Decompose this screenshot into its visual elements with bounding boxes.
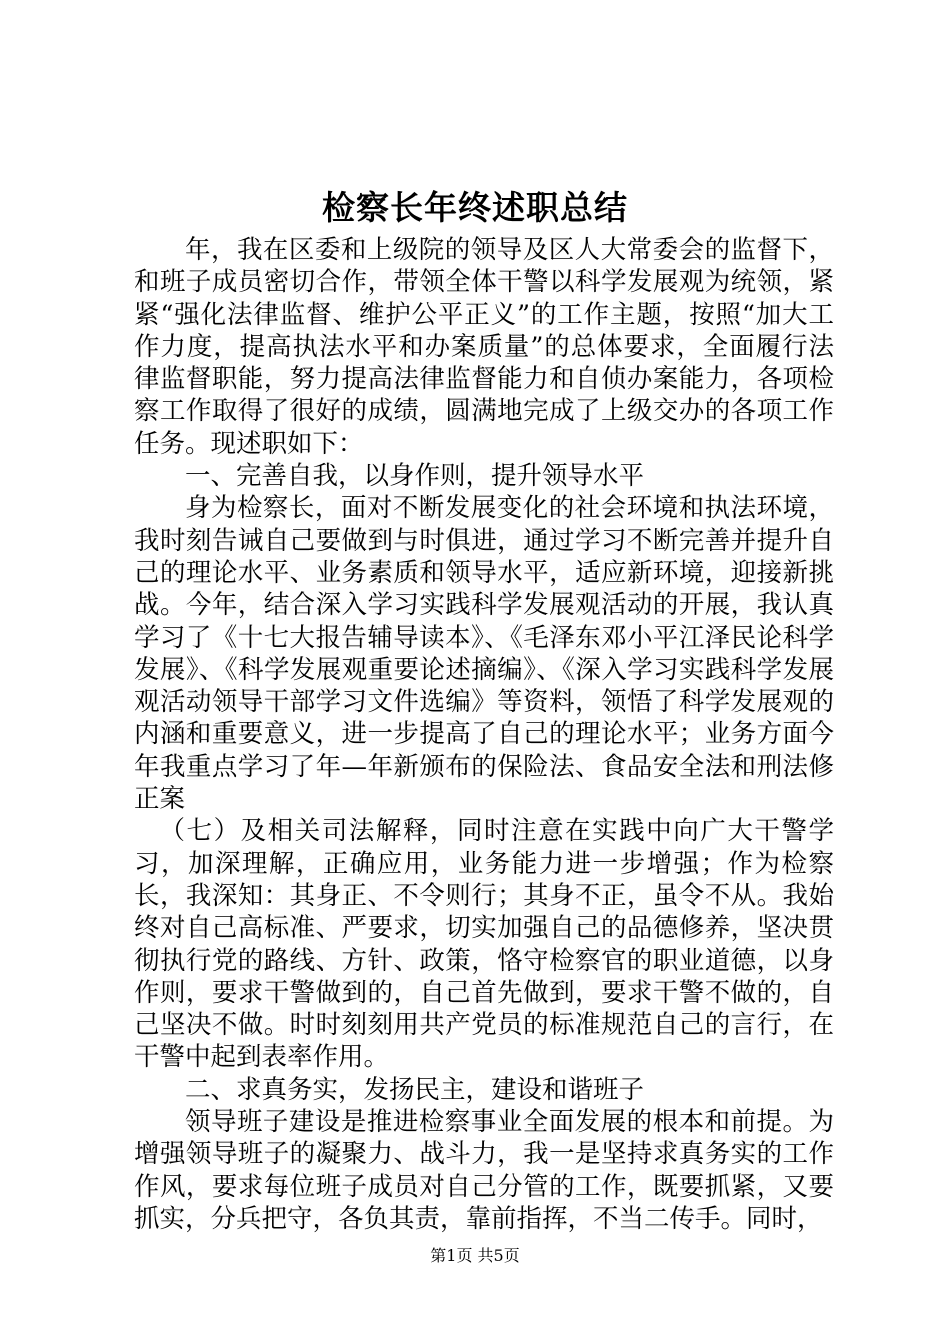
document-body	[134, 234, 834, 1235]
paragraph-section-2: 领导班子建设是推进检察事业全面发展的根本和前提。为增强领导班子的凝聚力、战斗力，我一是坚持求真务实的工作作风，要求每位班子成员对自己分管的工作，既要抓紧，又要抓实，分兵把守，各负其责，靠前指挥，不当二传手。同时，	[134, 1107, 834, 1234]
section-heading-2: 二、求真务实，发扬民主，建设和谐班子	[185, 1074, 645, 1105]
document-title: 检察长年终述职总结	[322, 188, 628, 227]
section-heading-1: 一、完善自我，以身作则，提升领导水平	[185, 461, 645, 492]
paragraph-section-1-continued: （七）及相关司法解释，同时注意在实践中向广大干警学习，加深理解，正确应用，业务能力进一步增强；作为检察长，我深知：其身正、不令则行；其身不正，虽令不从。我始终对自己高标准、严要求，切实加强自己的品德修养，坚决贯彻执行党的路线、方针、政策，恪守检察官的职业道德，以身作则，要求干警做到的，自己首先做到，要求干警不做的，自己坚决不做。时时刻刻用共产党员的标准规范自己的言行，在干警中起到表率作用。	[134, 816, 834, 1073]
paragraph-intro: 年，我在区委和上级院的领导及区人大常委会的监督下，和班子成员密切合作，带领全体干警以科学发展观为统领，紧紧“强化法律监督、维护公平正义”的工作主题，按照“加大工作力度，提高执法水平和办案质量”的总体要求，全面履行法律监督职能，努力提高法律监督能力和自侦办案能力，各项检察工作取得了很好的成绩，圆满地完成了上级交办的各项工作任务。现述职如下：	[134, 235, 834, 459]
paragraph-section-1: 身为检察长，面对不断发展变化的社会环境和执法环境，我时刻告诫自己要做到与时俱进，通过学习不断完善并提升自己的理论水平、业务素质和领导水平，适应新环境，迎接新挑战。今年，结合深入学习实践科学发展观活动的开展，我认真学习了《十七大报告辅导读本》、《毛泽东邓小平江泽民论科学发展》、《科学发展观重要论述摘编》、《深入学习实践科学发展观活动领导干部学习文件选编》等资料，领悟了科学发展观的内涵和重要意义，进一步提高了自己的理论水平；业务方面今年我重点学习了年—年新颁布的保险法、食品安全法和刑法修正案	[134, 493, 834, 815]
page-footer: 第1页 共5页	[430, 1246, 520, 1265]
